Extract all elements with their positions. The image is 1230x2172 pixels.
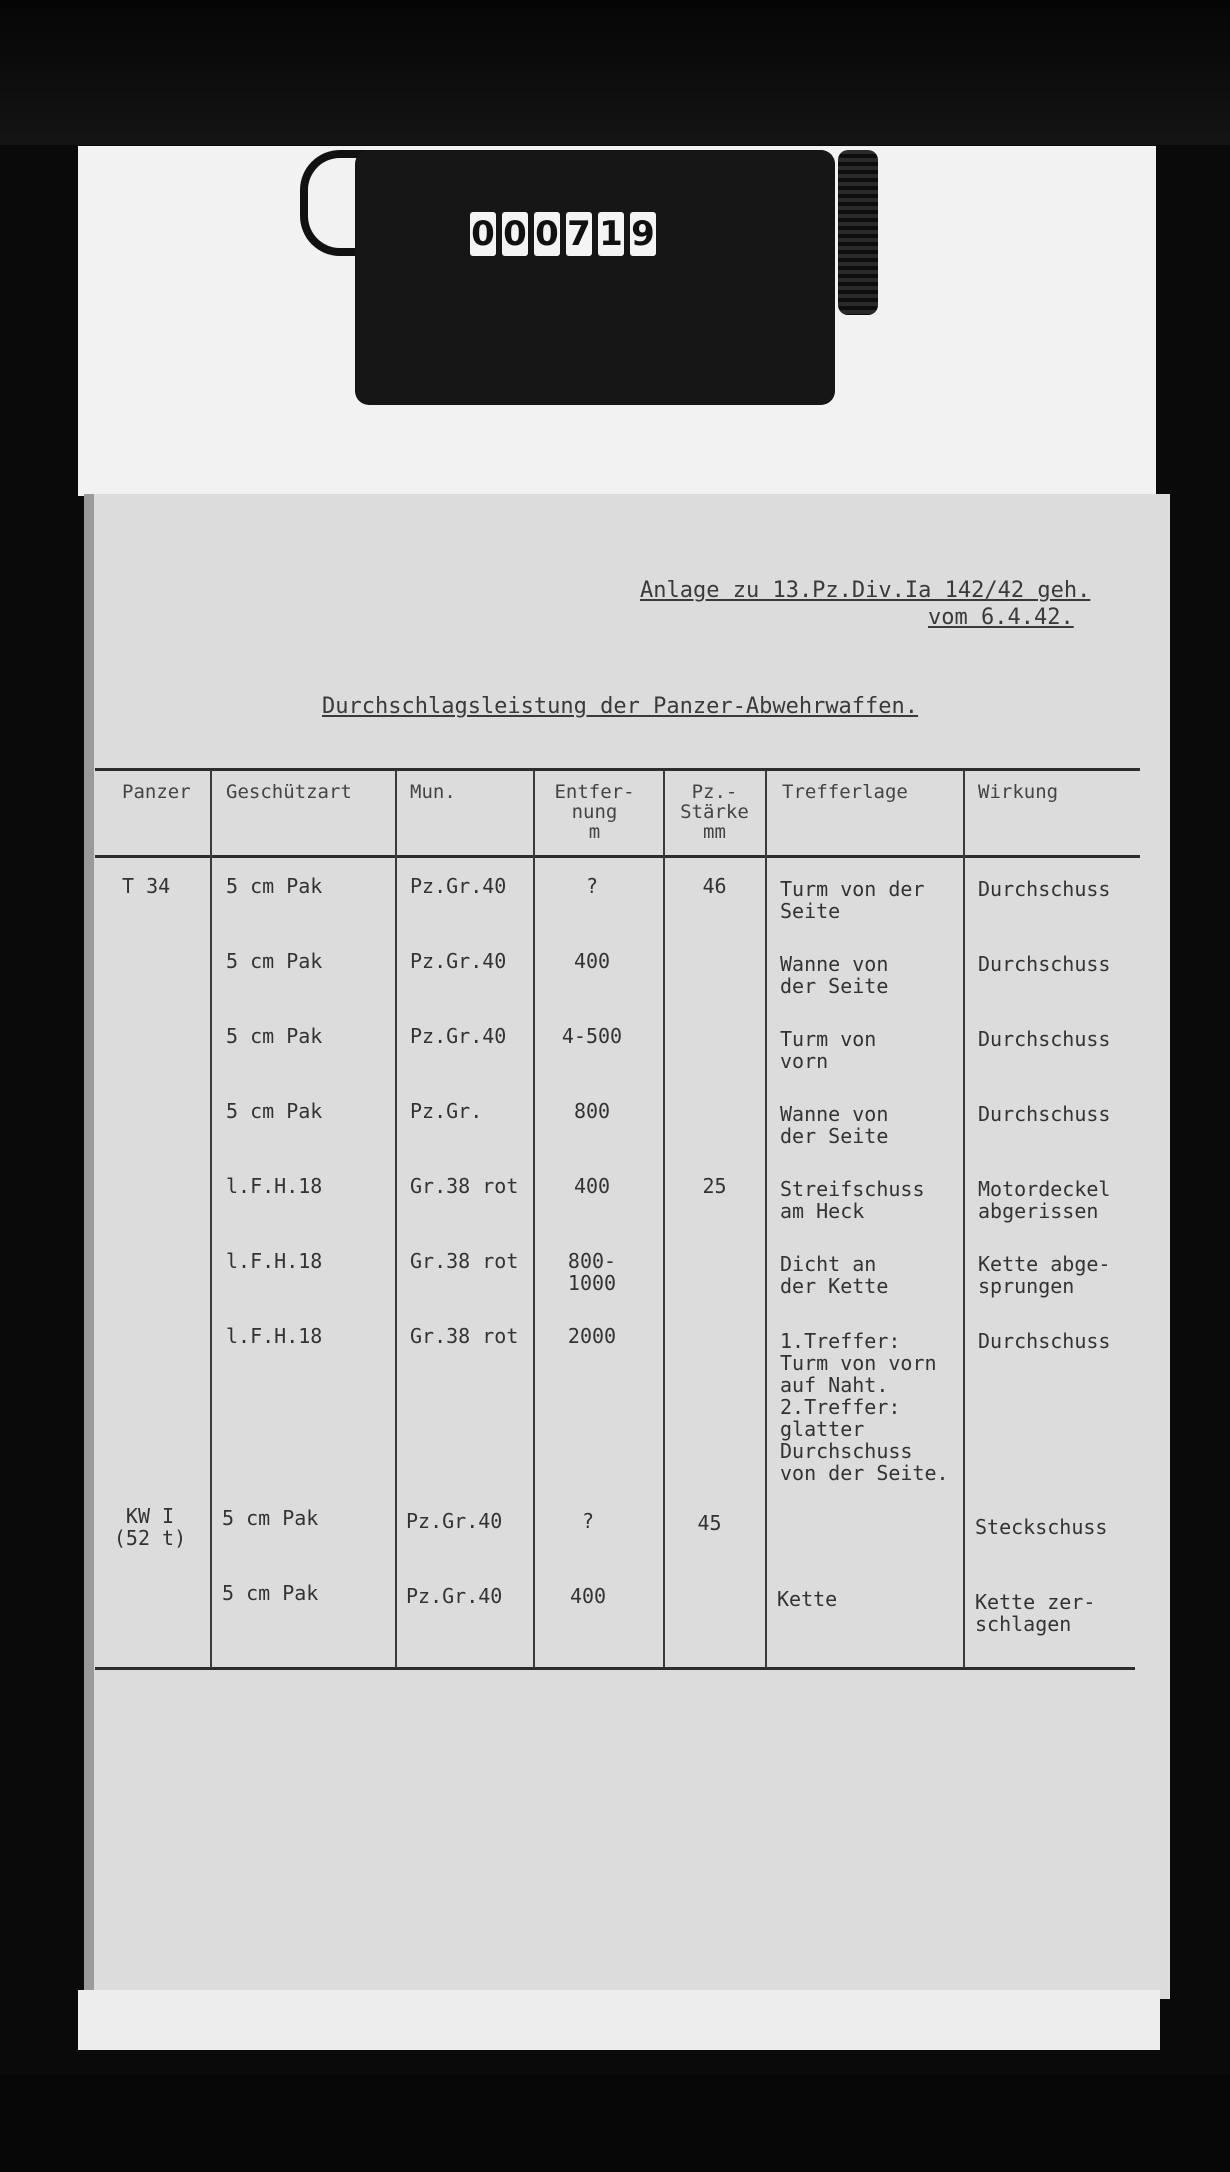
page-bottom-strip (78, 1990, 1160, 2050)
cell-geschuetzart: 5 cm Pak (226, 1024, 323, 1048)
cell-wirkung: Kette abge- sprungen (978, 1252, 1111, 1298)
column-divider (210, 770, 212, 1668)
cell-trefferlage: Dicht an der Kette (780, 1252, 889, 1298)
cell-panzerstaerke: 25 (702, 1174, 727, 1198)
counter-digit: 0 (503, 214, 527, 254)
cell-wirkung: Steckschuss (975, 1515, 1108, 1539)
header-geschuetzart: Geschützart (226, 781, 352, 803)
cell-entfernung: 800 (573, 1099, 611, 1123)
column-divider (765, 770, 767, 1668)
cell-munition: Pz.Gr. (410, 1099, 483, 1123)
header-panzerstaerke: Pz.- Stärke mm (680, 781, 749, 843)
counter-digits (470, 212, 656, 260)
cell-entfernung: 2000 (567, 1324, 617, 1348)
cell-trefferlage: Wanne von der Seite (780, 1102, 889, 1148)
counter-digit: 9 (631, 214, 655, 254)
cell-entfernung: 400 (573, 1174, 611, 1198)
header-munition: Mun. (410, 781, 456, 803)
document-page (84, 494, 1170, 1999)
cell-geschuetzart: 5 cm Pak (222, 1506, 319, 1530)
header-entfernung: Entfer- nung m (554, 781, 635, 843)
cell-geschuetzart: 5 cm Pak (226, 949, 323, 973)
cell-wirkung: Durchschuss (978, 952, 1111, 976)
cell-entfernung: 800- 1000 (567, 1249, 617, 1295)
cell-munition: Pz.Gr.40 (410, 949, 507, 973)
column-divider (395, 770, 397, 1668)
cell-entfernung: 4-500 (561, 1024, 623, 1048)
film-border-top (0, 0, 1230, 145)
cell-panzer: KW I (52 t) (113, 1504, 187, 1550)
cell-munition: Pz.Gr.40 (406, 1584, 503, 1608)
cell-panzer: T 34 (122, 874, 171, 898)
cell-entfernung: ? (585, 874, 599, 898)
cell-trefferlage: Turm von der Seite (780, 877, 925, 923)
cell-geschuetzart: 5 cm Pak (226, 874, 323, 898)
cell-geschuetzart: l.F.H.18 (226, 1324, 323, 1348)
cell-trefferlage: Streifschuss am Heck (780, 1177, 925, 1223)
counter-wheel (838, 150, 878, 315)
table-bottom-rule (95, 1667, 1135, 1670)
reference-date: vom 6.4.42. (928, 605, 1074, 630)
cell-wirkung: Durchschuss (978, 1329, 1111, 1353)
column-divider (533, 770, 535, 1668)
reference-line: Anlage zu 13.Pz.Div.Ia 142/42 geh. (640, 578, 1091, 603)
cell-geschuetzart: 5 cm Pak (226, 1099, 323, 1123)
document-title: Durchschlagsleistung der Panzer-Abwehrwaffen. (322, 694, 919, 719)
cell-entfernung: ? (581, 1509, 595, 1533)
counter-digit: 0 (471, 214, 495, 254)
frame-counter (355, 150, 835, 405)
cell-munition: Pz.Gr.40 (410, 874, 507, 898)
cell-trefferlage: 1.Treffer: Turm von vorn auf Naht. 2.Treffer: glatter Durchschuss von der Seite. (780, 1329, 949, 1485)
cell-munition: Pz.Gr.40 (406, 1509, 503, 1533)
cell-wirkung: Durchschuss (978, 1027, 1111, 1051)
table-header-rule (95, 855, 1140, 858)
cell-panzerstaerke: 46 (702, 874, 727, 898)
cell-wirkung: Kette zer- schlagen (975, 1590, 1096, 1636)
header-wirkung: Wirkung (978, 781, 1059, 803)
cell-trefferlage: Turm von vorn (780, 1027, 877, 1073)
header-trefferlage: Trefferlage (782, 781, 908, 803)
cell-geschuetzart: 5 cm Pak (222, 1581, 319, 1605)
cell-munition: Gr.38 rot (410, 1249, 519, 1273)
table-top-rule (95, 768, 1140, 771)
cell-munition: Gr.38 rot (410, 1174, 519, 1198)
cell-wirkung: Durchschuss (978, 1102, 1111, 1126)
cell-geschuetzart: l.F.H.18 (226, 1249, 323, 1273)
cell-wirkung: Motordeckel abgerissen (978, 1177, 1111, 1223)
counter-digit: 7 (567, 214, 591, 254)
cell-panzerstaerke: 45 (697, 1511, 722, 1535)
cell-geschuetzart: l.F.H.18 (226, 1174, 323, 1198)
cell-trefferlage: Kette (777, 1587, 838, 1611)
cell-munition: Gr.38 rot (410, 1324, 519, 1348)
counter-digit: 1 (599, 214, 623, 254)
cell-munition: Pz.Gr.40 (410, 1024, 507, 1048)
header-panzer: Panzer (122, 781, 191, 803)
cell-wirkung: Durchschuss (978, 877, 1111, 901)
cell-entfernung: 400 (573, 949, 611, 973)
column-divider (963, 770, 965, 1668)
cell-trefferlage: Wanne von der Seite (780, 952, 889, 998)
counter-digit: 0 (535, 214, 559, 254)
film-border-bottom (0, 2075, 1230, 2172)
cell-entfernung: 400 (569, 1584, 607, 1608)
